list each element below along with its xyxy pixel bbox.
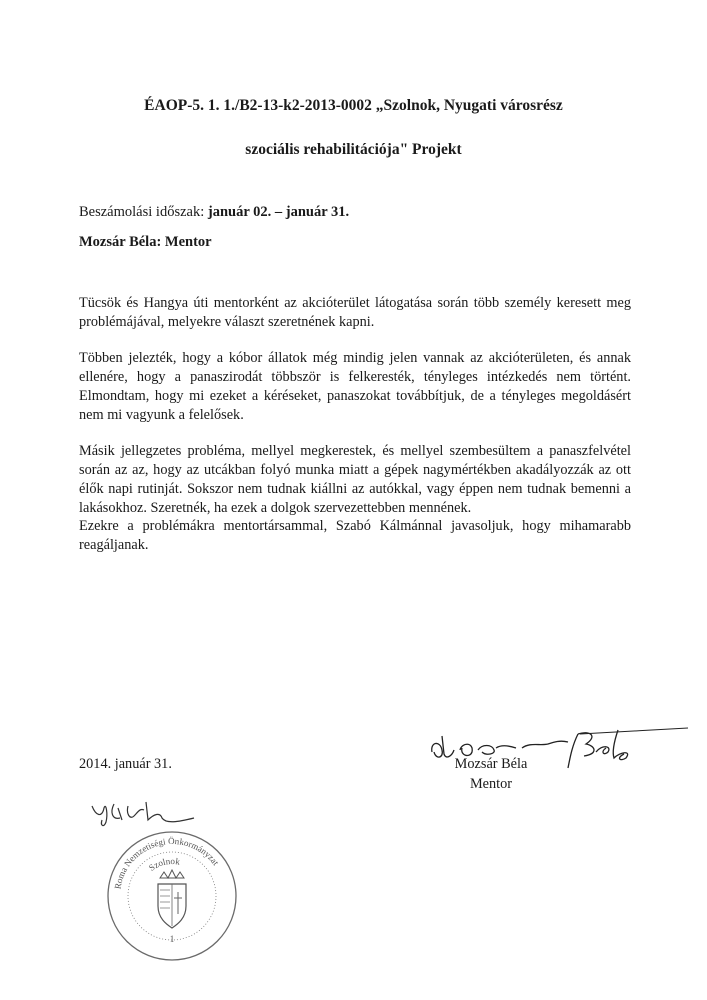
period-value: január 02. – január 31. bbox=[207, 204, 350, 220]
official-stamp bbox=[102, 826, 242, 966]
coat-of-arms-icon bbox=[158, 870, 186, 928]
signature-name: Mozsár Béla bbox=[454, 756, 528, 772]
document-date: 2014. január 31. bbox=[79, 756, 172, 772]
title-line-1: ÉAOP-5. 1. 1./B2-13-k2-2013-0002 „Szolnok, Nyugati városrész bbox=[144, 97, 563, 114]
reporting-period bbox=[79, 204, 349, 221]
stamp-outer-text: Roma Nemzetiségi Önkormányzat bbox=[112, 835, 221, 890]
paragraph-3: Másik jellegzetes probléma, mellyel megkerestek, és mellyel szembesültem a panaszfelvétel során az az, hogy az utcákban folyó munka miatt a gépek nagymértékben akadályozzák az ott élők napi rutinját. Sokszor nem tudnak kiállni az autókkal, vagy éppen nem tudnak bemenni a lakásokhoz. Szeretnék, ha ezek a dolgok szervezettebben mennének. bbox=[79, 443, 631, 516]
mentor-line: Mozsár Béla: Mentor bbox=[79, 234, 212, 250]
paragraph-4: Ezekre a problémákra mentortársammal, Szabó Kálmánnal javasoljuk, hogy mihamarabb reagáljanak. bbox=[79, 518, 631, 553]
title-line-2: szociális rehabilitációja" Projekt bbox=[245, 141, 462, 158]
signature-role: Mentor bbox=[469, 776, 513, 792]
stamp-number: 1 bbox=[169, 934, 175, 944]
period-label: Beszámolási időszak: bbox=[79, 204, 208, 220]
stamp-inner-text: Szolnok bbox=[146, 855, 181, 873]
paragraph-2: Többen jelezték, hogy a kóbor állatok még mindig jelen vannak az akcióterületen, és annak ellenére, hogy a panaszirodát többször is felkeresték, tényleges intézkedés nem történt. Elmondtam, hogy mi ezeket a kéréseket, panaszokat továbbítjuk, de a tényleges megoldásért nem mi vagyunk a felelősek. bbox=[79, 350, 631, 423]
paragraph-1: Tücsök és Hangya úti mentorként az akcióterület látogatása során több személy keresett meg problémájával, melyekre választ szeretnének kapni. bbox=[79, 295, 631, 330]
